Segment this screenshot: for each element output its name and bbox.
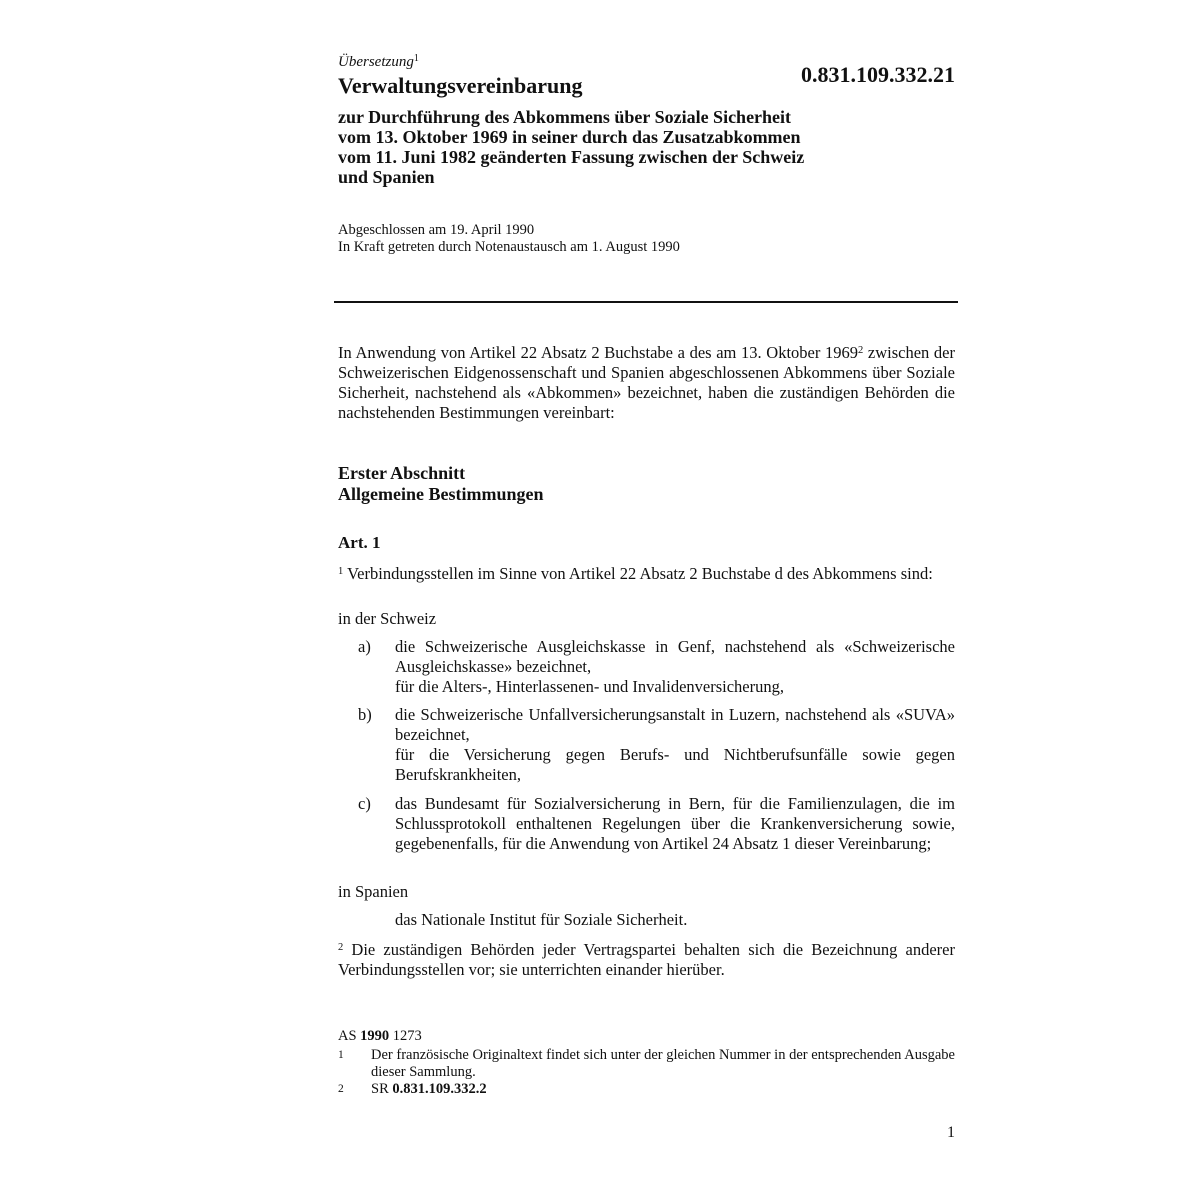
sr-reference-link[interactable]: 0.831.109.332.2: [392, 1081, 487, 1097]
list-marker: a): [358, 637, 371, 656]
section-number: Erster Abschnitt: [338, 463, 466, 483]
paragraph-number: 1: [338, 566, 344, 577]
footnote-text: SR 0.831.109.332.2: [371, 1081, 487, 1097]
official-collection-ref: AS 1990 1273: [338, 1028, 422, 1044]
document-subtitle: [338, 107, 898, 187]
list-marker: b): [358, 705, 372, 724]
spain-institution: das Nationale Institut für Soziale Sicherheit.: [395, 910, 688, 929]
preamble-paragraph: In Anwendung von Artikel 22 Absatz 2 Buchstabe a des am 13. Oktober 1969$^2$ zwischen der Schweizerischen Eidgenossenschaft und Spanien abgeschlossenen Abkommens über Soziale Sicherheit, nachstehend als «Abkommen» bezeichnet, haben die zuständigen Behörden die nachstehenden Bestimmungen vereinbart:: [338, 343, 955, 422]
subtitle-line: zur Durchführung des Abkommens über Soziale Sicherheit: [338, 107, 792, 127]
list-item-b: [358, 705, 955, 785]
header-divider: [334, 301, 958, 303]
switzerland-label: in der Schweiz: [338, 609, 437, 628]
list-item-text: die Schweizerische Unfallversicherungsanstalt in Luzern, nachstehend als «SUVA» bezeichnet,: [395, 705, 955, 744]
footnote-2: [338, 1081, 955, 1098]
in-force-date: In Kraft getreten durch Notenaustausch am 1. August 1990: [338, 239, 680, 255]
footnote-number: 1: [338, 1049, 344, 1061]
translation-footnote-ref[interactable]: 1: [413, 53, 419, 64]
list-marker: c): [358, 794, 371, 813]
dates-block: [338, 222, 680, 256]
spain-label: in Spanien: [338, 882, 409, 901]
footnote-text: Der französische Originaltext findet sich unter der gleichen Nummer in der entsprechenden Ausgabe dieser Sammlung.: [371, 1047, 955, 1080]
list-item-c: [358, 794, 955, 854]
document-title: Verwaltungsvereinbarung: [338, 73, 583, 98]
page-number: 1: [947, 1124, 955, 1141]
sr-number: 0.831.109.332.21: [801, 62, 955, 87]
section-title: Allgemeine Bestimmungen: [338, 484, 544, 504]
footnote-number: 2: [338, 1083, 344, 1095]
article-paragraph-2: $^2$ Die zuständigen Behörden jeder Vertragspartei behalten sich die Bezeichnung anderer Verbindungsstellen vor; sie unterrichten einander hierüber.: [338, 940, 955, 979]
subtitle-line: vom 11. Juni 1982 geänderten Fassung zwischen der Schweiz: [338, 147, 805, 167]
preamble-footnote-ref[interactable]: 2: [858, 345, 864, 356]
list-item-text: das Bundesamt für Sozialversicherung in Bern, für die Familienzulagen, die im Schlussprotokoll enthaltenen Regelungen über die Krankenversicherung sowie, gegebenenfalls, für die Anwendung von Artikel 24 Absatz 1 dieser Vereinbarung;: [395, 794, 955, 853]
section-heading: [338, 463, 543, 505]
concluded-date: Abgeschlossen am 19. April 1990: [338, 222, 535, 238]
translation-label: Übersetzung$^1$: [338, 53, 419, 70]
list-item-scope: für die Alters-, Hinterlassenen- und Invalidenversicherung,: [395, 677, 784, 696]
list-item-text: die Schweizerische Ausgleichskasse in Genf, nachstehend als «Schweizerische Ausgleichskasse» bezeichnet,: [395, 637, 955, 676]
article-heading: Art. 1: [338, 533, 381, 552]
article-paragraph-1: $^1$ Verbindungsstellen im Sinne von Artikel 22 Absatz 2 Buchstabe d des Abkommens sind:: [338, 564, 933, 583]
subtitle-line: und Spanien: [338, 167, 435, 187]
subtitle-line: vom 13. Oktober 1969 in seiner durch das Zusatzabkommen: [338, 127, 801, 147]
list-item-a: [358, 637, 955, 697]
footnote-1: [338, 1047, 955, 1081]
paragraph-number: 2: [338, 942, 344, 953]
list-item-scope: für die Versicherung gegen Berufs- und Nichtberufsunfälle sowie gegen Berufskrankheiten,: [395, 745, 955, 784]
